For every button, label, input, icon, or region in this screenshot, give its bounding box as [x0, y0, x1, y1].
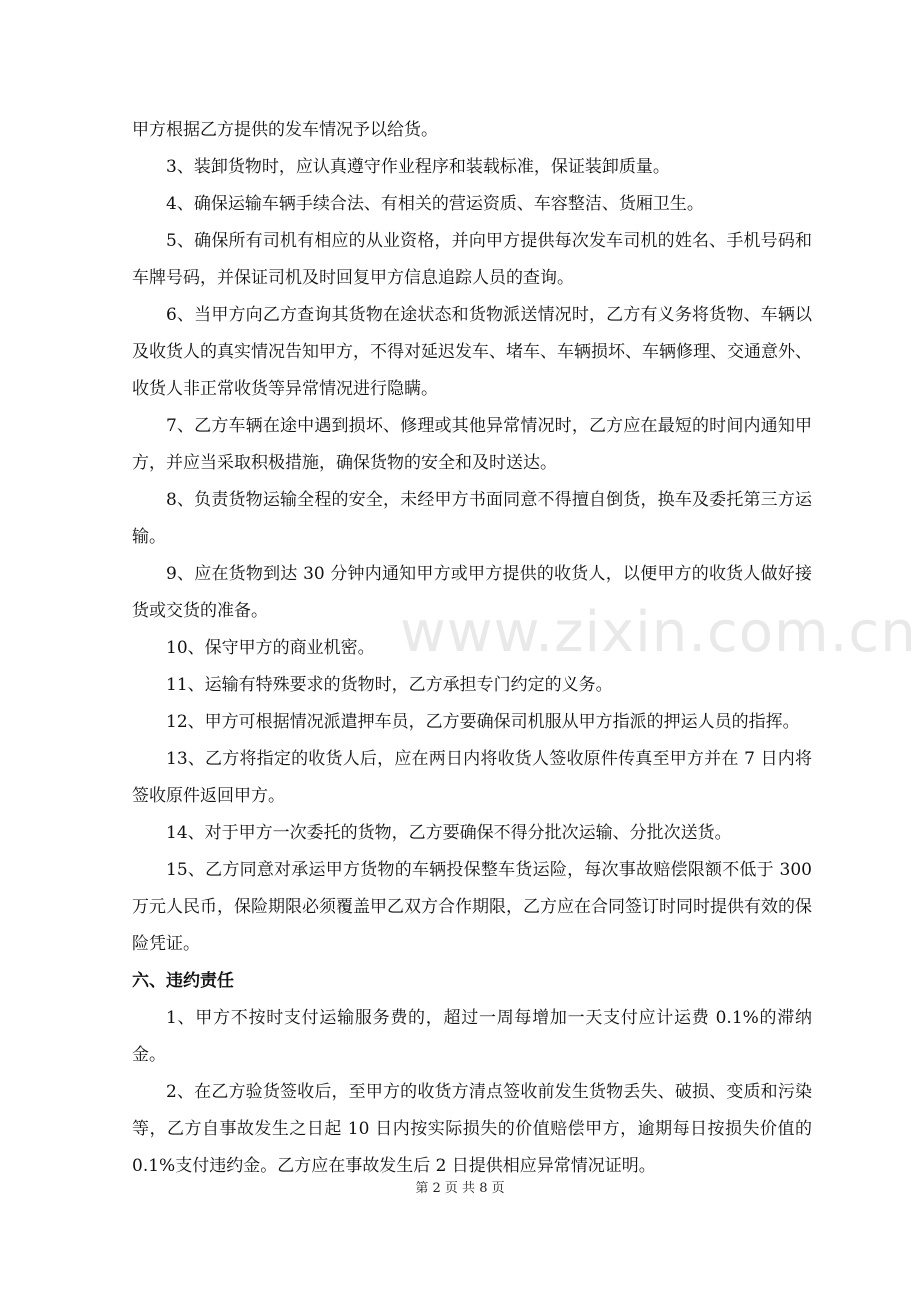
- clause-9: 9、应在货物到达 30 分钟内通知甲方或甲方提供的收货人，以便甲方的收货人做好接货或交货的准备。: [132, 564, 812, 621]
- clause-8: 8、负责货物运输全程的安全，未经甲方书面同意不得擅自倒货，换车及委托第三方运输。: [132, 490, 812, 547]
- liability-clause-1: 1、甲方不按时支付运输服务费的，超过一周每增加一天支付应计运费 0.1%的滞纳金。: [132, 1008, 812, 1065]
- document-body: [132, 112, 917, 1185]
- page-footer: 第 2 页 共 8 页: [415, 1181, 505, 1196]
- clause-14: 14、对于甲方一次委托的货物，乙方要确保不得分批次运输、分批次送货。: [166, 823, 732, 843]
- clause-5: 5、确保所有司机有相应的从业资格，并向甲方提供每次发车司机的姓名、手机号码和车牌号码，并保证司机及时回复甲方信息追踪人员的查询。: [132, 231, 812, 288]
- section-heading: 六、违约责任: [132, 971, 234, 991]
- watermark: www.zixin.com.cn: [400, 600, 917, 665]
- clause-4: 4、确保运输车辆手续合法、有相关的营运资质、车容整洁、货厢卫生。: [166, 194, 704, 214]
- clause-6: 6、当甲方向乙方查询其货物在途状态和货物派送情况时，乙方有义务将货物、车辆以及收货人的真实情况告知甲方，不得对延迟发车、堵车、车辆损坏、车辆修理、交通意外、收货人非正常收货等异常情况进行隐瞒。: [132, 305, 812, 399]
- clause-11: 11、运输有特殊要求的货物时，乙方承担专门约定的义务。: [166, 675, 613, 695]
- clause-15: 15、乙方同意对承运甲方货物的车辆投保整车货运险，每次事故赔偿限额不低于 300 万元人民币，保险期限必须覆盖甲乙双方合作期限，乙方应在合同签订时同时提供有效的保险凭证。: [132, 860, 812, 954]
- liability-clause-2: 2、在乙方验货签收后，至甲方的收货方清点签收前发生货物丢失、破损、变质和污染等，乙方自事故发生之日起 10 日内按实际损失的价值赔偿甲方，逾期每日按损失价值的 0.1%支付违约金。乙方应在事故发生后 2 日提供相应异常情况证明。: [132, 1082, 812, 1176]
- clause-3: 3、装卸货物时，应认真遵守作业程序和装载标准，保证装卸质量。: [166, 157, 670, 177]
- clause-13: 13、乙方将指定的收货人后，应在两日内将收货人签收原件传真至甲方并在 7 日内将签收原件返回甲方。: [132, 749, 812, 806]
- paragraph-continuation: 甲方根据乙方提供的发车情况予以给货。: [132, 120, 438, 140]
- clause-7: 7、乙方车辆在途中遇到损坏、修理或其他异常情况时，乙方应在最短的时间内通知甲方，并应当采取积极措施，确保货物的安全和及时送达。: [132, 416, 812, 473]
- clause-10: 10、保守甲方的商业机密。: [166, 638, 375, 658]
- clause-12: 12、甲方可根据情况派遣押车员，乙方要确保司机服从甲方指派的押运人员的指挥。: [166, 712, 800, 732]
